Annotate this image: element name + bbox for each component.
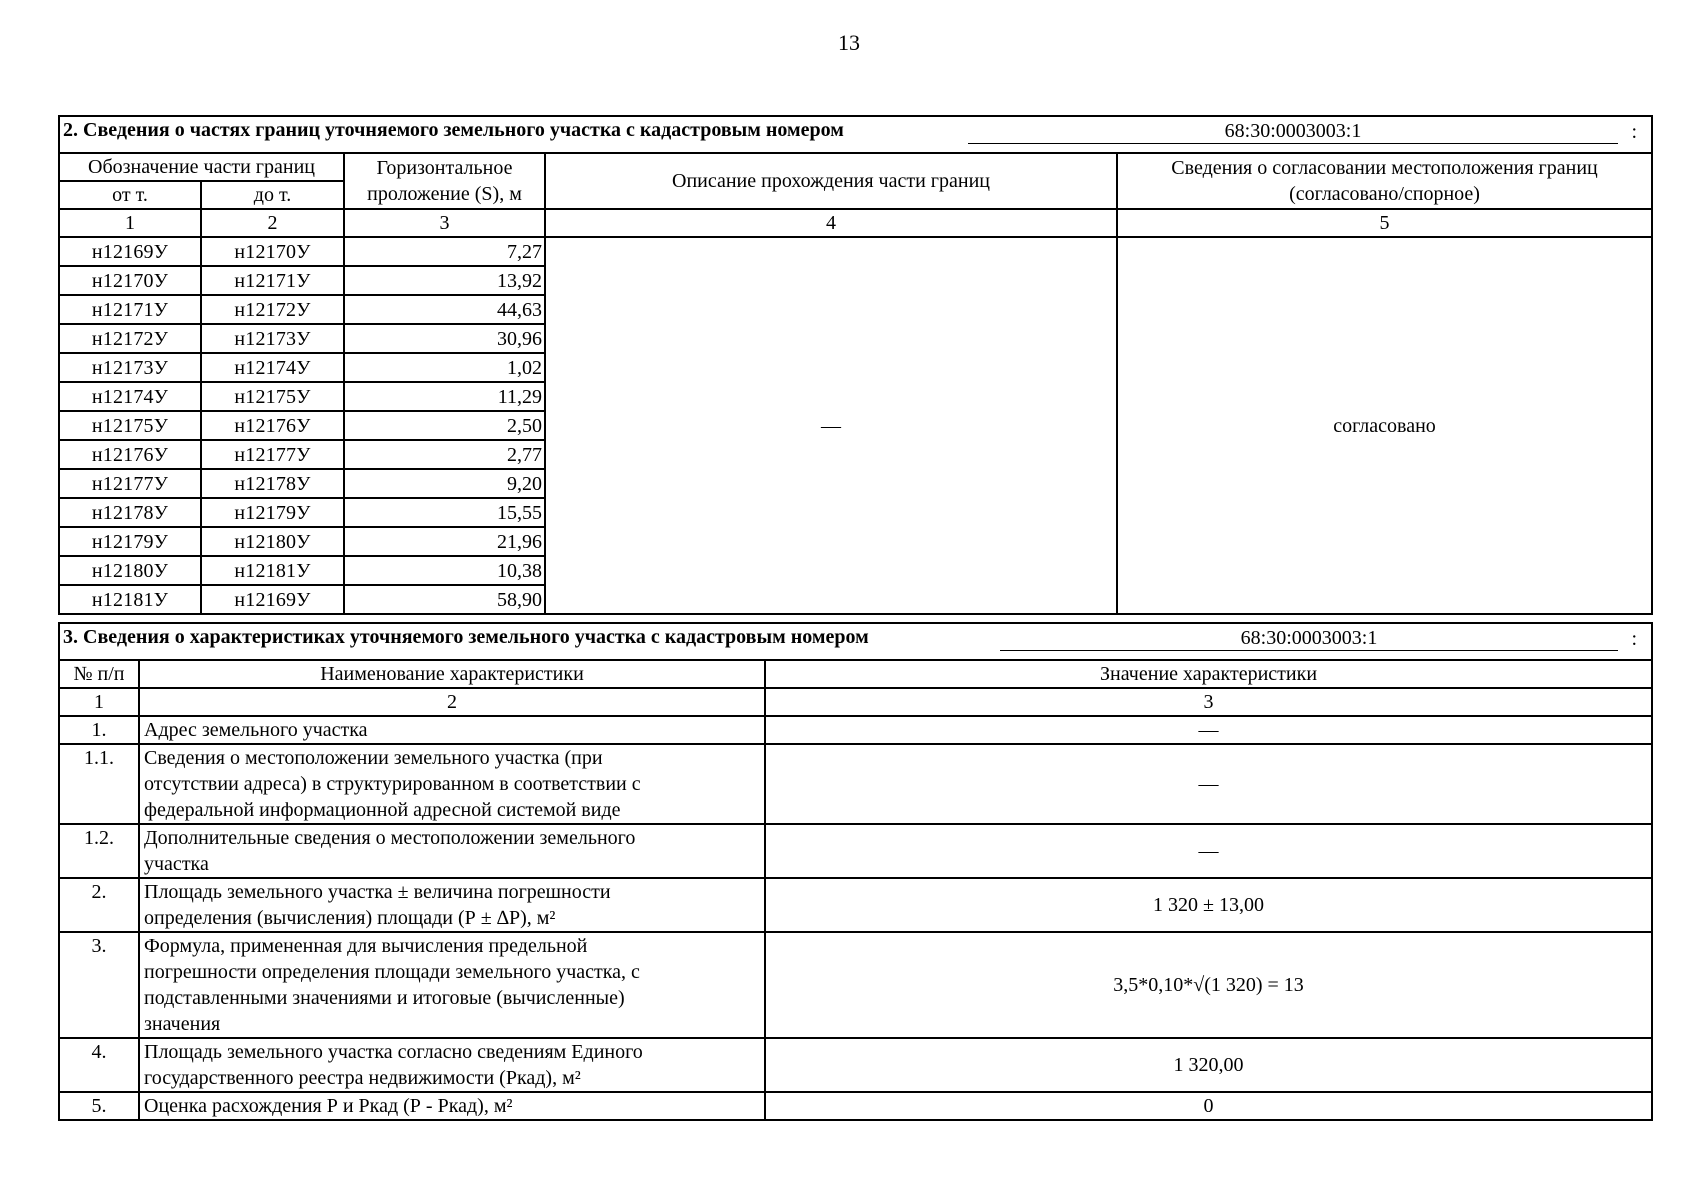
- from-point: н12181У: [59, 585, 201, 614]
- section2-colon: :: [1631, 121, 1638, 143]
- to-point: н12172У: [201, 295, 344, 324]
- horizontal-distance: 2,77: [344, 440, 545, 469]
- characteristic-name-line: значения: [144, 1013, 221, 1035]
- characteristic-name-line: подставленными значениями и итоговые (вычисленные): [144, 987, 625, 1009]
- header-part-designation: Обозначение части границ: [59, 153, 344, 181]
- table-row: [59, 878, 1652, 932]
- characteristic-value: 1 320,00: [765, 1038, 1652, 1092]
- horizontal-distance: 44,63: [344, 295, 545, 324]
- table-row: [59, 716, 1652, 744]
- horizontal-distance: 11,29: [344, 382, 545, 411]
- section3-cadastral-number: 68:30:0003003:1: [1000, 626, 1618, 651]
- characteristic-name: [139, 878, 765, 932]
- horizontal-distance: 9,20: [344, 469, 545, 498]
- characteristic-name-line: Сведения о местоположении земельного участка (при: [144, 747, 603, 769]
- approval-value: согласовано: [1117, 237, 1652, 614]
- characteristic-value: —: [765, 716, 1652, 744]
- table-row: [59, 1092, 1652, 1120]
- table-row: [59, 932, 1652, 1038]
- to-point: н12176У: [201, 411, 344, 440]
- header-value: Значение характеристики: [765, 660, 1652, 688]
- row-number: 5.: [59, 1092, 139, 1120]
- characteristic-name-line: Оценка расхождения Р и Ркад (Р - Ркад), м²: [144, 1095, 513, 1117]
- from-point: н12173У: [59, 353, 201, 382]
- column-number: 1: [59, 209, 201, 237]
- section2-title: 2. Сведения о частях границ уточняемого земельного участка с кадастровым номером: [63, 119, 844, 141]
- characteristic-name-line: федеральной информационной адресной системой виде: [144, 799, 621, 821]
- from-point: н12172У: [59, 324, 201, 353]
- horizontal-distance: 58,90: [344, 585, 545, 614]
- horizontal-distance: 21,96: [344, 527, 545, 556]
- table-row: [59, 824, 1652, 878]
- horizontal-distance: 15,55: [344, 498, 545, 527]
- row-number: 1.1.: [59, 744, 139, 824]
- boundary-parts-rows: [59, 237, 1652, 614]
- section2-title-row: [59, 116, 1652, 153]
- from-point: н12170У: [59, 266, 201, 295]
- header-to-point: до т.: [201, 181, 344, 209]
- column-numbers-row: [59, 688, 1652, 716]
- to-point: н12179У: [201, 498, 344, 527]
- row-number: 2.: [59, 878, 139, 932]
- horizontal-distance: 13,92: [344, 266, 545, 295]
- characteristic-name-line: отсутствии адреса) в структурированном в соответствии с: [144, 773, 641, 795]
- characteristic-value: —: [765, 744, 1652, 824]
- header-horizontal-line1: Горизонтальное: [376, 157, 513, 179]
- header-from-point: от т.: [59, 181, 201, 209]
- to-point: н12169У: [201, 585, 344, 614]
- header-horizontal-line2: проложение (S), м: [367, 183, 522, 205]
- characteristic-name: [139, 716, 765, 744]
- column-number: 3: [344, 209, 545, 237]
- to-point: н12171У: [201, 266, 344, 295]
- row-number: 3.: [59, 932, 139, 1038]
- to-point: н12177У: [201, 440, 344, 469]
- characteristic-name-line: Адрес земельного участка: [144, 719, 368, 741]
- characteristic-name-line: Формула, примененная для вычисления предельной: [144, 935, 588, 957]
- table-row: [59, 1038, 1652, 1092]
- to-point: н12175У: [201, 382, 344, 411]
- characteristics-rows: [59, 716, 1652, 1120]
- column-number: 1: [59, 688, 139, 716]
- characteristic-value: —: [765, 824, 1652, 878]
- header-approval-line2: (согласовано/спорное): [1289, 183, 1480, 205]
- characteristics-table: [58, 622, 1653, 1121]
- header-name: Наименование характеристики: [139, 660, 765, 688]
- from-point: н12178У: [59, 498, 201, 527]
- characteristic-name: [139, 744, 765, 824]
- to-point: н12180У: [201, 527, 344, 556]
- header-num: № п/п: [59, 660, 139, 688]
- row-number: 4.: [59, 1038, 139, 1092]
- to-point: н12173У: [201, 324, 344, 353]
- boundary-parts-table: [58, 115, 1653, 615]
- characteristic-name: [139, 1038, 765, 1092]
- characteristic-name-line: Дополнительные сведения о местоположении земельного: [144, 827, 636, 849]
- header-description: Описание прохождения части границ: [545, 153, 1117, 209]
- horizontal-distance: 10,38: [344, 556, 545, 585]
- characteristic-name: [139, 824, 765, 878]
- column-number: 2: [201, 209, 344, 237]
- column-number: 2: [139, 688, 765, 716]
- characteristic-value: 3,5*0,10*√(1 320) = 13: [765, 932, 1652, 1038]
- to-point: н12178У: [201, 469, 344, 498]
- section3-title: 3. Сведения о характеристиках уточняемого земельного участка с кадастровым номером: [63, 626, 869, 648]
- page-number: 13: [838, 30, 860, 55]
- from-point: н12175У: [59, 411, 201, 440]
- horizontal-distance: 7,27: [344, 237, 545, 266]
- description-value: —: [545, 237, 1117, 614]
- from-point: н12171У: [59, 295, 201, 324]
- header-approval-line1: Сведения о согласовании местоположения границ: [1171, 157, 1598, 179]
- horizontal-distance: 1,02: [344, 353, 545, 382]
- characteristic-value: 0: [765, 1092, 1652, 1120]
- characteristic-name: [139, 1092, 765, 1120]
- from-point: н12169У: [59, 237, 201, 266]
- to-point: н12174У: [201, 353, 344, 382]
- row-number: 1.: [59, 716, 139, 744]
- column-number: 5: [1117, 209, 1652, 237]
- horizontal-distance: 2,50: [344, 411, 545, 440]
- horizontal-distance: 30,96: [344, 324, 545, 353]
- row-number: 1.2.: [59, 824, 139, 878]
- from-point: н12179У: [59, 527, 201, 556]
- from-point: н12174У: [59, 382, 201, 411]
- characteristic-name-line: определения (вычисления) площади (Р ± ∆Р), м²: [144, 907, 556, 929]
- characteristic-name-line: государственного реестра недвижимости (Ркад), м²: [144, 1067, 581, 1089]
- from-point: н12176У: [59, 440, 201, 469]
- section3-colon: :: [1631, 628, 1638, 650]
- column-numbers-row: [59, 209, 1652, 237]
- section2-cadastral-number: 68:30:0003003:1: [968, 119, 1618, 144]
- column-number: 4: [545, 209, 1117, 237]
- column-number: 3: [765, 688, 1652, 716]
- characteristic-name-line: Площадь земельного участка согласно сведениям Единого: [144, 1041, 643, 1063]
- section3-title-row: [59, 623, 1652, 660]
- characteristic-name-line: Площадь земельного участка ± величина погрешности: [144, 881, 611, 903]
- from-point: н12177У: [59, 469, 201, 498]
- header-horizontal-distance: [344, 153, 545, 209]
- from-point: н12180У: [59, 556, 201, 585]
- header-approval: [1117, 153, 1652, 209]
- characteristic-name-line: участка: [144, 853, 209, 875]
- characteristic-name: [139, 932, 765, 1038]
- to-point: н12181У: [201, 556, 344, 585]
- table-row: [59, 237, 1652, 266]
- to-point: н12170У: [201, 237, 344, 266]
- characteristic-name-line: погрешности определения площади земельного участка, с: [144, 961, 640, 983]
- characteristic-value: 1 320 ± 13,00: [765, 878, 1652, 932]
- table-row: [59, 744, 1652, 824]
